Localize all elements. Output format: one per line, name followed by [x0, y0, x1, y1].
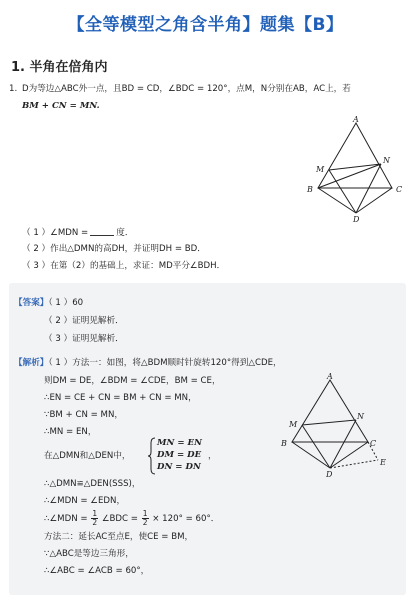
- problem-condition: BM + CN = MN.: [22, 101, 100, 111]
- fraction-numerator-2: 1: [142, 509, 148, 518]
- analysis-line-10: 方法二：延长AC至点E，使CE = BM，: [44, 532, 194, 542]
- system-comma: ，: [208, 451, 217, 461]
- analysis-line-7: ∴△DMN≌△DEN(SSS)，: [44, 479, 141, 489]
- analysis-line-4: ∵BM + CN = MN，: [44, 410, 123, 420]
- label-c: C: [396, 185, 403, 194]
- label-n-2: N: [357, 412, 364, 421]
- question-3: （ 3 ）在第（2）的基础上，求证：MD平分∠BDH．: [22, 261, 226, 271]
- fraction-half: [91, 510, 98, 527]
- label-m: M: [316, 165, 325, 174]
- analysis-line-5: ∴MN = EN，: [44, 427, 97, 437]
- line-9-end: × 120° = 60°．: [152, 514, 220, 524]
- label-b: B: [307, 185, 313, 194]
- triangle-abc-2: [292, 380, 368, 442]
- answer-1: （ 1 ）60: [48, 298, 84, 308]
- triangle-abc: [318, 123, 392, 188]
- label-m-2: M: [289, 420, 298, 429]
- answer-row-1: [14, 298, 83, 309]
- line-9-mid: ∠BDC =: [101, 514, 138, 524]
- fraction-denominator: 2: [92, 518, 98, 527]
- problem-statement: D为等边△ABC外一点，且BD = CD，∠BDC = 120°，点M，N分别在AB，AC上，若: [22, 84, 351, 94]
- label-a: A: [353, 115, 359, 124]
- figure-1: [300, 114, 410, 224]
- label-d-2: D: [326, 470, 333, 479]
- answer-3: （ 3 ）证明见解析．: [44, 334, 124, 344]
- line-9-start: ∴∠MDN =: [44, 514, 88, 524]
- analysis-line-11: ∵△ABC是等边三角形，: [44, 549, 134, 559]
- fraction-half-2: [142, 510, 149, 527]
- analysis-label: 【解析】: [14, 358, 49, 368]
- label-b-2: B: [281, 439, 287, 448]
- analysis-line-3: ∴EN = CE + CN = BM + CN = MN，: [44, 393, 197, 403]
- answer-blank[interactable]: [90, 227, 114, 236]
- segment-md: [329, 170, 356, 213]
- segment-nd-2: [330, 420, 356, 468]
- analysis-line-9: [44, 510, 219, 528]
- analysis-line-2: 则DM = DE，∠BDM = ∠CDE，BM = CE，: [44, 376, 221, 386]
- question-1: [22, 227, 133, 239]
- analysis-line-8: ∴∠MDN = ∠EDN，: [44, 496, 126, 506]
- question-2: （ 2 ）作出△DMN的高DH，并证明DH = BD．: [22, 244, 206, 254]
- label-d: D: [353, 215, 360, 224]
- segment-md-2: [302, 425, 330, 468]
- segment-mn-2: [302, 420, 356, 425]
- system-brace: [148, 437, 156, 475]
- segment-bd: [318, 188, 356, 213]
- analysis-line-6: 在△DMN和△DEN中，: [44, 451, 131, 461]
- label-c-2: C: [370, 439, 377, 448]
- question-1-unit: 度．: [116, 228, 134, 238]
- analysis-row-1: [14, 358, 282, 369]
- page-title: 【全等模型之角含半角】题集【B】: [67, 15, 344, 35]
- segment-bd-2: [292, 442, 330, 468]
- segment-cd-2: [330, 442, 368, 468]
- system-eq-3: DN = DN: [157, 462, 201, 472]
- system-eq-1: MN = EN: [157, 438, 202, 448]
- label-e-2: E: [380, 458, 386, 467]
- fraction-denominator-2: 2: [142, 518, 148, 527]
- figure-2: [278, 370, 393, 482]
- answer-2: （ 2 ）证明见解析．: [44, 316, 124, 326]
- analysis-line-12: ∴∠ABC = ∠ACB = 60°，: [44, 566, 150, 576]
- label-n: N: [383, 156, 390, 165]
- answer-label: 【答案】: [14, 298, 49, 308]
- label-a-2: A: [327, 372, 333, 381]
- fraction-numerator: 1: [92, 509, 98, 518]
- segment-de: [330, 460, 378, 468]
- segment-cd: [356, 188, 392, 213]
- system-eq-2: DM = DE: [157, 450, 202, 460]
- question-1-text: （ 1 ）∠MDN =: [22, 228, 89, 238]
- analysis-line-1: （ 1 ）方法一：如图，将△BDM顺时针旋转120°得到△CDE，: [48, 358, 282, 368]
- section-heading: 1. 半角在倍角内: [11, 60, 108, 75]
- problem-number: 1.: [9, 84, 18, 94]
